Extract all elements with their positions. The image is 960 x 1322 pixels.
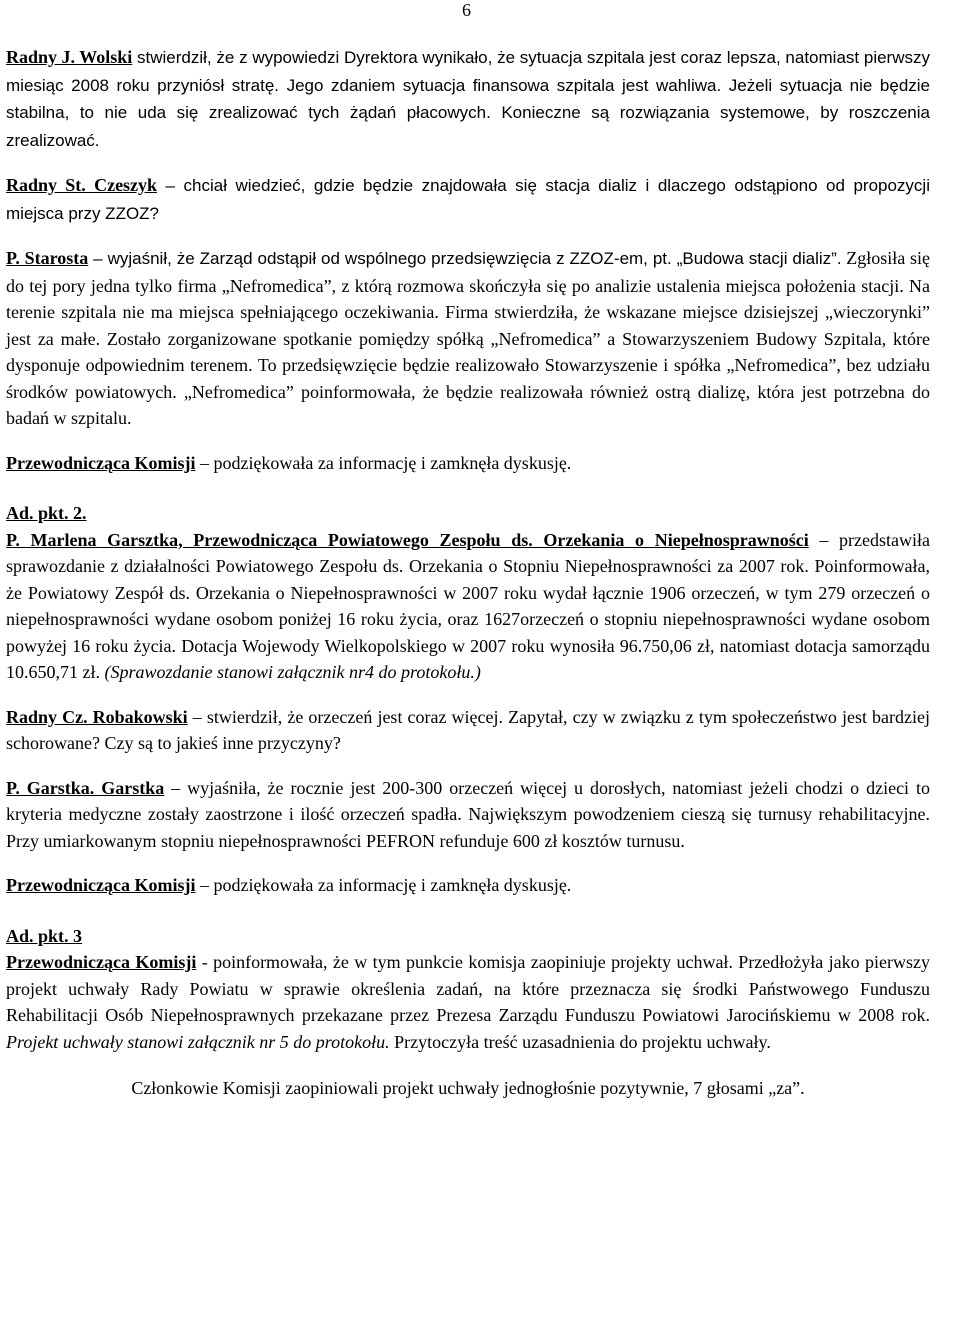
paragraph-text: – wyjaśniła, że rocznie jest 200-300 orzeczeń więcej u dorosłych, natomiast jeżeli chodzi o dzieci to kryteria medyczne zostały zaostrzone i ilość orzeczeń spadła. Największym powodzeniem cieszą się turnusy rehabilitacyjne. Przy umiarkowanym stopniu niepełnosprawności PEFRON refunduje 600 zł kosztów turnusu. (6, 777, 930, 851)
speaker-name: P. Garstka. Garstka (6, 777, 165, 798)
paragraph-vote-result: Członkowie Komisji zaopiniowali projekt uchwały jednogłośnie pozytywnie, 7 głosami „za”. (131, 1078, 805, 1098)
section-heading-pkt-2: Ad. pkt. 2. (6, 503, 87, 523)
paragraph-garsztka (6, 527, 930, 686)
speaker-name: Przewodnicząca Komisji (6, 452, 196, 473)
speaker-name: Radny J. Wolski (6, 47, 133, 67)
paragraph-text: – stwierdził, że orzeczeń jest coraz więcej. Zapytał, czy w związku z tym społeczeństwo jest bardziej schorowane? Czy są to jakieś inne przyczyny? (6, 706, 930, 753)
paragraph-text: - poinformowała, że w tym punkcie komisja zaopiniuje projekty uchwał. Przedłożyła jako pierwszy projekt uchwały Rady Powiatu w sprawie określenia zadań, na które przeznacza się środki Państwowego Funduszu Rehabilitacji Osób Niepełnosprawnych przekazane przez Prezesa Zarządu Funduszu Powiatowi Jarocińskiemu w 2008 rok. (6, 952, 930, 1025)
paragraph-text: – chciał wiedzieć, gdzie będzie znajdowała się stacja dializ i dlaczego odstąpiono od propozycji miejsca przy ZZOZ? (6, 176, 930, 223)
paragraph-text: – podziękowała za informację i zamknęła dyskusję. (195, 452, 572, 473)
speaker-name: P. Starosta (6, 248, 89, 268)
paragraph-text: – podziękowała za informację i zamknęła dyskusję. (195, 875, 572, 895)
paragraph-text: Zgłosiła się do tej pory jedna tylko firma „Nefromedica”, z którą rozmowa skończyła się po analizie ustalenia miejsca położenia stacji. Na terenie szpitala nie ma miejsca spełniającego oczekiwania. Firma stwierdziła, że wskazane miejsce dzisiejszej „wieczorynki” jest za małe. Zostało zorganizowane spotkanie pomiędzy spółką „Nefromedica” a Stowarzyszeniem Budowy Szpitala, które dysponuje odpowiednim terenem. To przedsięwzięcie będzie realizowało Stowarzyszenie i spółka „Nefromedica”, bez udziału środków powiatowych. „Nefromedica” poinformowała, że będzie realizowała również ostrą dializę, która jest potrzebna do badań w szpitalu. (6, 248, 930, 428)
paragraph-chair-closing-2 (6, 872, 930, 899)
document-body (6, 44, 930, 1120)
paragraph-starosta (6, 245, 930, 432)
speaker-name: Radny Cz. Robakowski (6, 706, 188, 727)
speaker-name: Przewodnicząca Komisji (6, 875, 196, 895)
attachment-note: (Sprawozdanie stanowi załącznik nr4 do protokołu.) (104, 662, 481, 682)
paragraph-text: – przedstawiła sprawozdanie z działalności Powiatowego Zespołu ds. Orzekania o Stopniu Niepełnosprawności za 2007 rok. Poinformowała, że Powiatowy Zespół ds. Orzekania o Niepełnosprawności w 2007 roku wydał łącznie 1906 orzeczeń, w tym 279 orzeczeń o niepełnosprawności wydane osobom poniżej 16 roku życia, oraz 1627orzeczeń o stopniu niepełnosprawności wydane osobom powyżej 16 roku życia. Dotacja Wojewody Wielkopolskiego w 2007 roku wynosiła 96.750,06 zł, natomiast dotacja samorządu 10.650,71 zł. (6, 529, 930, 682)
paragraph-chair-closing-1 (6, 450, 930, 477)
page-number: 6 (462, 0, 471, 20)
paragraph-garstka (6, 775, 930, 855)
attachment-note: Projekt uchwały stanowi załącznik nr 5 do protokołu. (6, 1031, 390, 1052)
paragraph-text: stwierdził, że z wypowiedzi Dyrektora wynikało, że sytuacja szpitala jest coraz lepsza, natomiast pierwszy miesiąc 2008 roku przyniósł stratę. Jego zdaniem sytuacja finansowa szpitala jest wahliwa. Jeżeli sytuacja nie będzie stabilna, to nie uda się zrealizować tych żądań płacowych. Konieczne są rozwiązania systemowe, by roszczenia zrealizować. (6, 48, 930, 150)
speaker-name: Przewodnicząca Komisji (6, 952, 197, 972)
paragraph-text: Przytoczyła treść uzasadnienia do projektu uchwały. (389, 1031, 771, 1052)
speaker-name: P. Marlena Garsztka, Przewodnicząca Powiatowego Zespołu ds. Orzekania o Niepełnosprawności (6, 529, 809, 550)
section-heading-pkt-3: Ad. pkt. 3 (6, 925, 83, 946)
paragraph-text: – wyjaśnił, że Zarząd odstąpił od wspólnego przedsięwzięcia z ZZOZ-em, pt. „Budowa stacji dializ”. (88, 249, 842, 268)
paragraph-wolski (6, 44, 930, 154)
paragraph-robakowski (6, 704, 930, 757)
speaker-name: Radny St. Czeszyk (6, 175, 158, 195)
paragraph-chair-resolutions (6, 949, 930, 1055)
paragraph-czeszyk (6, 172, 930, 227)
